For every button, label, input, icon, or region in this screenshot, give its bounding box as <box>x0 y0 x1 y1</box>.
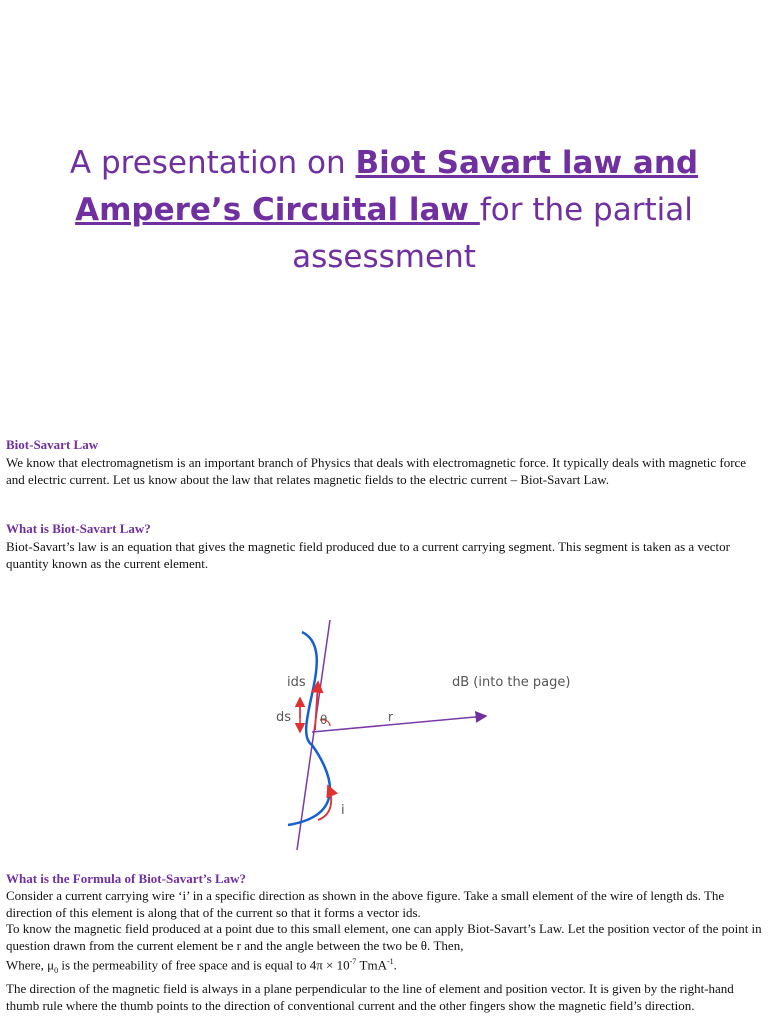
p3-c: TmA <box>356 957 387 973</box>
db-label: dB (into the page) <box>452 675 571 690</box>
p3-b: is the permeability of free space and is equal to 4π × 10 <box>58 957 350 973</box>
heading-biot-savart-law: Biot-Savart Law <box>6 437 99 452</box>
title-part-2: for the partial assessment <box>292 192 693 275</box>
p3-a: Where, μ <box>6 957 55 973</box>
i-label: i <box>341 803 345 818</box>
ids-label: ids <box>287 675 306 690</box>
paragraph-intro: We know that electromagnetism is an important branch of Physics that deals with electromagnetic force. It typically deals with magnetic force and electric current. Let us know about the law that relates magnetic fields to the electric current – Biot-Savart Law. <box>6 455 747 487</box>
title-underlined: Biot Savart law and Ampere’s Circuital law <box>75 145 699 228</box>
p3-d: . <box>393 957 397 973</box>
paragraph-formula <box>6 888 762 1014</box>
ds-label: ds <box>276 710 292 725</box>
p3-sub: 0 <box>54 965 59 975</box>
r-vector <box>312 716 486 732</box>
r-label: r <box>388 710 393 724</box>
formula-p1: Consider a current carrying wire ‘i’ in a specific direction as shown in the above figure. Take a small element of the wire of length ds. The direction of this element is along that of the current so that it forms a vector ids. <box>6 888 725 920</box>
p3-sup2: -1 <box>386 957 394 966</box>
formula-p2: To know the magnetic field produced at a point due to this small element, one can apply Biot-Savart’s Law. Let the position vector of the point in question drawn from the current element be r and the angle between the two be θ. Then, <box>6 921 762 953</box>
theta-label: θ <box>320 713 328 727</box>
p3-sup1: -7 <box>349 957 357 966</box>
heading-what-is: What is Biot-Savart Law? <box>6 521 151 536</box>
heading-formula: What is the Formula of Biot-Savart’s Law? <box>6 871 247 886</box>
title-part-1: A presentation on <box>69 145 356 181</box>
formula-p3 <box>6 954 762 979</box>
presentation-title <box>40 140 728 281</box>
paragraph-definition: Biot-Savart’s law is an equation that gives the magnetic field produced due to a current carrying segment. This segment is taken as a vector quantity known as the current element. <box>6 539 730 571</box>
formula-p4: The direction of the magnetic field is always in a plane perpendicular to the line of element and position vector. It is given by the right-hand thumb rule where the thumb points to the direction of conventional current and the other fingers show the magnetic field’s direction. <box>6 981 734 1013</box>
i-arrow <box>318 786 331 820</box>
biot-savart-figure <box>260 620 590 860</box>
